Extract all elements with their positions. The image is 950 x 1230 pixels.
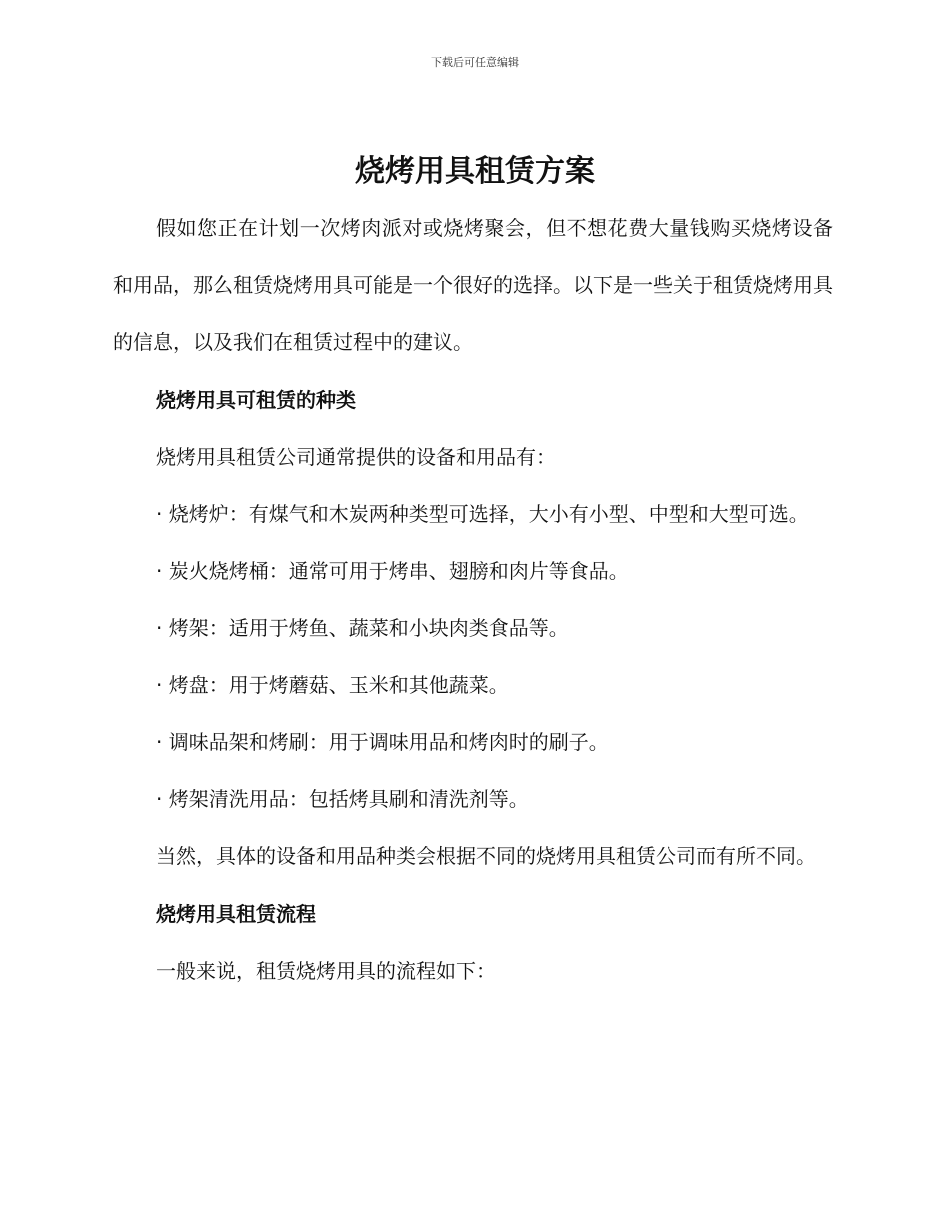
rental-types-lead: 烧烤用具租赁公司通常提供的设备和用品有： xyxy=(156,445,556,469)
header-note: 下载后可任意编辑 xyxy=(431,56,519,69)
section-heading-rental-process: 烧烤用具租赁流程 xyxy=(156,902,316,926)
list-item: · 炭火烧烤桶：通常可用于烤串、翅膀和肉片等食品。 xyxy=(156,559,629,583)
document-body xyxy=(113,200,833,1000)
rental-process-lead: 一般来说，租赁烧烤用具的流程如下： xyxy=(156,959,496,983)
document-title: 烧烤用具租赁方案 xyxy=(355,154,595,189)
list-item: · 调味品架和烤刷：用于调味用品和烤肉时的刷子。 xyxy=(156,730,609,754)
rental-types-closing: 当然，具体的设备和用品种类会根据不同的烧烤用具租赁公司而有所不同。 xyxy=(156,844,816,868)
list-item: · 烤架清洗用品：包括烤具刷和清洗剂等。 xyxy=(156,787,529,811)
list-item: · 烤盘：用于烤蘑菇、玉米和其他蔬菜。 xyxy=(156,673,509,697)
intro-paragraph: 假如您正在计划一次烤肉派对或烧烤聚会，但不想花费大量钱购买烧烤设备和用品，那么租赁烧烤用具可能是一个很好的选择。以下是一些关于租赁烧烤用具的信息，以及我们在租赁过程中的建议。 xyxy=(113,216,833,354)
list-item: · 烤架：适用于烤鱼、蔬菜和小块肉类食品等。 xyxy=(156,616,569,640)
list-item: · 烧烤炉：有煤气和木炭两种类型可选择，大小有小型、中型和大型可选。 xyxy=(156,502,809,526)
section-heading-rental-types: 烧烤用具可租赁的种类 xyxy=(156,388,356,412)
